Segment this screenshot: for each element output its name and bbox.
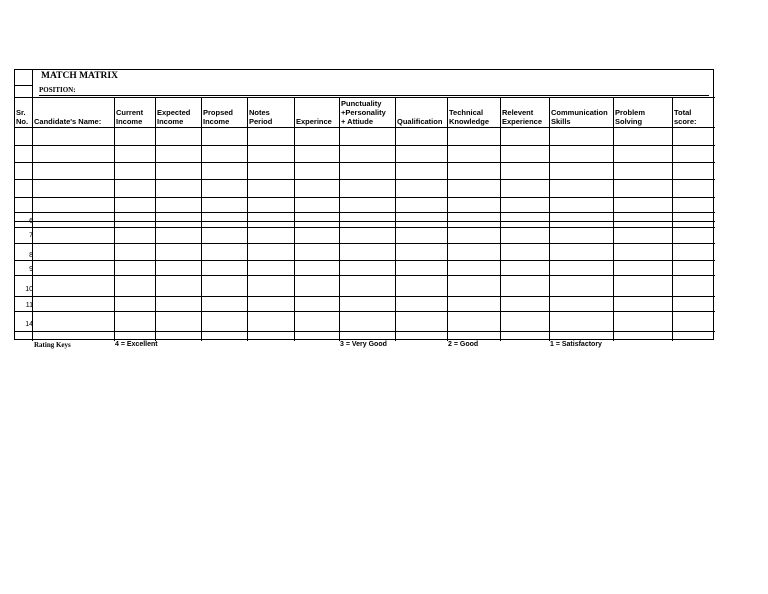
row-divider (15, 162, 715, 163)
row-divider (15, 275, 715, 276)
rating-key-good: 2 = Good (448, 341, 479, 348)
rating-keys-label: Rating Keys (34, 341, 71, 349)
header-punctuality: Punctuality +Personality + Attiude (341, 99, 386, 126)
col-divider (247, 97, 248, 341)
row-number: 10 (25, 286, 33, 293)
row-divider (15, 296, 715, 297)
header-problem-solving: Problem Solving (615, 108, 646, 126)
header-experience: Experince (296, 117, 332, 126)
row-number: 8 (29, 252, 33, 259)
col-divider (294, 97, 295, 341)
header-qualification: Qualification (397, 117, 443, 126)
row-number: 14 (25, 321, 33, 328)
rating-key-satisfactory: 1 = Satisfactory (550, 341, 602, 348)
header-sr-no: Sr. No. (16, 108, 29, 126)
rating-key-excellent: 4 = Excellent (115, 341, 158, 348)
header-total-score: Total score: (674, 108, 697, 126)
row-number: 9 (29, 266, 33, 273)
col-divider (201, 97, 202, 341)
row-divider (15, 179, 715, 180)
row-number: 11 (25, 302, 33, 309)
row-divider (15, 221, 715, 222)
col-divider (339, 97, 340, 341)
header-relevant-experience: Relevent Experience (502, 108, 543, 126)
position-underline (39, 95, 709, 96)
header-expected-income: Expected Income (157, 108, 191, 126)
position-label: POSITION: (39, 86, 76, 94)
row-divider (15, 227, 715, 228)
col-divider (500, 97, 501, 341)
row-divider (15, 331, 715, 332)
col-divider (114, 97, 115, 341)
header-communication-skills: Communication Skills (551, 108, 608, 126)
col-divider (32, 70, 33, 341)
match-matrix-sheet (14, 69, 714, 349)
header-technical-knowledge: Technical Knowledge (449, 108, 490, 126)
row-divider (15, 260, 715, 261)
header-top-divider (15, 97, 715, 98)
col-divider (549, 97, 550, 341)
row-divider (15, 85, 32, 86)
sheet-title: MATCH MATRIX (41, 71, 118, 81)
col-divider (447, 97, 448, 341)
col-divider (155, 97, 156, 341)
header-bottom-divider (15, 127, 715, 128)
row-divider (15, 197, 715, 198)
header-proposed-income: Propsed Income (203, 108, 234, 126)
header-candidate-name: Candidate's Name: (34, 117, 102, 126)
row-divider (15, 212, 715, 213)
row-number: 6 (29, 218, 33, 225)
row-divider (15, 145, 715, 146)
header-notes-period: Notes Period (249, 108, 273, 126)
row-divider (15, 243, 715, 244)
row-divider (15, 311, 715, 312)
rating-key-very-good: 3 = Very Good (340, 341, 387, 348)
col-divider (613, 97, 614, 341)
col-divider (672, 97, 673, 341)
header-current-income: Current Income (116, 108, 144, 126)
col-divider (395, 97, 396, 341)
row-number: 7 (29, 232, 33, 239)
